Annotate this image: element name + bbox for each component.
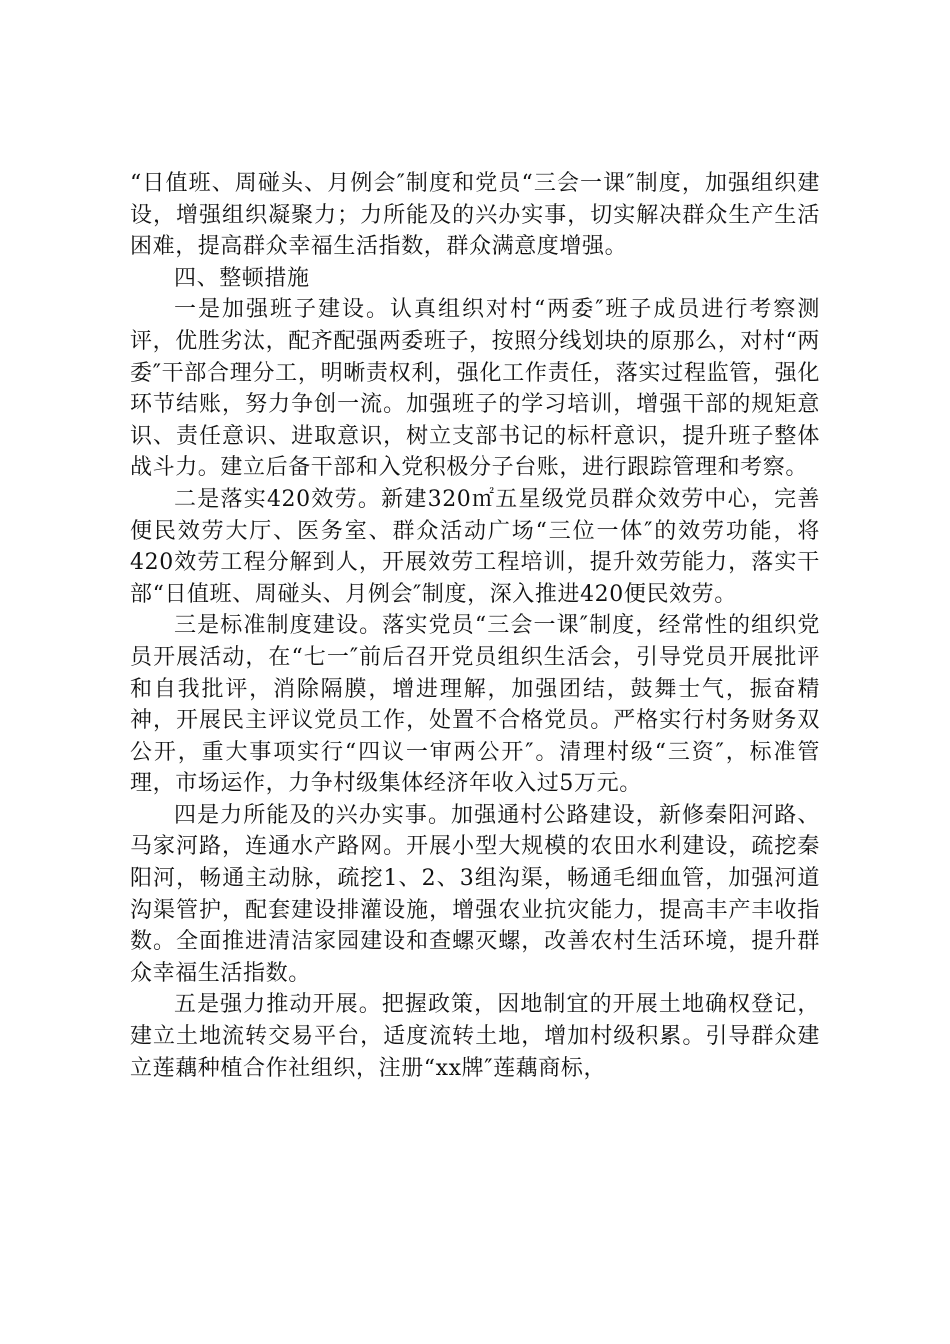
measure-paragraph-2: 二是落实420效劳。新建320㎡五星级党员群众效劳中心，完善便民效劳大厅、医务室、群众活动广场“三位一体″的效劳功能，将420效劳工程分解到人，开展效劳工程培训，提升效劳能力，落实干部“日值班、周碰头、月例会″制度，深入推进420便民效劳。: [130, 486, 820, 607]
measure-paragraph-3: 三是标准制度建设。落实党员“三会一课″制度，经常性的组织党员开展活动，在“七一″前后召开党员组织生活会，引导党员开展批评和自我批评，消除隔膜，增进理解，加强团结，鼓舞士气，振奋精神，开展民主评议党员工作，处置不合格党员。严格实行村务财务双公开，重大事项实行“四议一审两公开″。清理村级“三资″，标准管理，市场运作，力争村级集体经济年收入过5万元。: [130, 613, 820, 797]
measure-paragraph-4: 四是力所能及的兴办实事。加强通村公路建设，新修秦阳河路、马家河路，连通水产路网。开展小型大规模的农田水利建设，疏挖秦阳河，畅通主动脉，疏挖1、2、3组沟渠，畅通毛细血管，加强河道沟渠管护，配套建设排灌设施，增强农业抗灾能力，提高丰产丰收指数。全面推进清洁家园建设和查螺灭螺，改善农村生活环境，提升群众幸福生活指数。: [130, 802, 820, 986]
section-heading: 四、整顿措施: [174, 265, 310, 291]
measure-paragraph-5: 五是强力推动开展。把握政策，因地制宜的开展土地确权登记，建立土地流转交易平台，适度流转土地，增加村级积累。引导群众建立莲藕种植合作社组织，注册“xx牌″莲藕商标，: [130, 992, 820, 1081]
measure-paragraph-1: 一是加强班子建设。认真组织对村“两委″班子成员进行考察测评，优胜劣汰，配齐配强两委班子，按照分线划块的原那么，对村“两委″干部合理分工，明晰责权利，强化工作责任，落实过程监管，强化环节结账，努力争创一流。加强班子的学习培训，增强干部的规矩意识、责任意识、进取意识，树立支部书记的标杆意识，提升班子整体战斗力。建立后备干部和入党积极分子台账，进行跟踪管理和考察。: [130, 297, 820, 481]
continuation-paragraph: “日值班、周碰头、月例会″制度和党员“三会一课″制度，加强组织建设，增强组织凝聚力；力所能及的兴办实事，切实解决群众生产生活困难，提高群众幸福生活指数，群众满意度增强。: [130, 171, 820, 260]
document-body: [130, 168, 820, 1084]
